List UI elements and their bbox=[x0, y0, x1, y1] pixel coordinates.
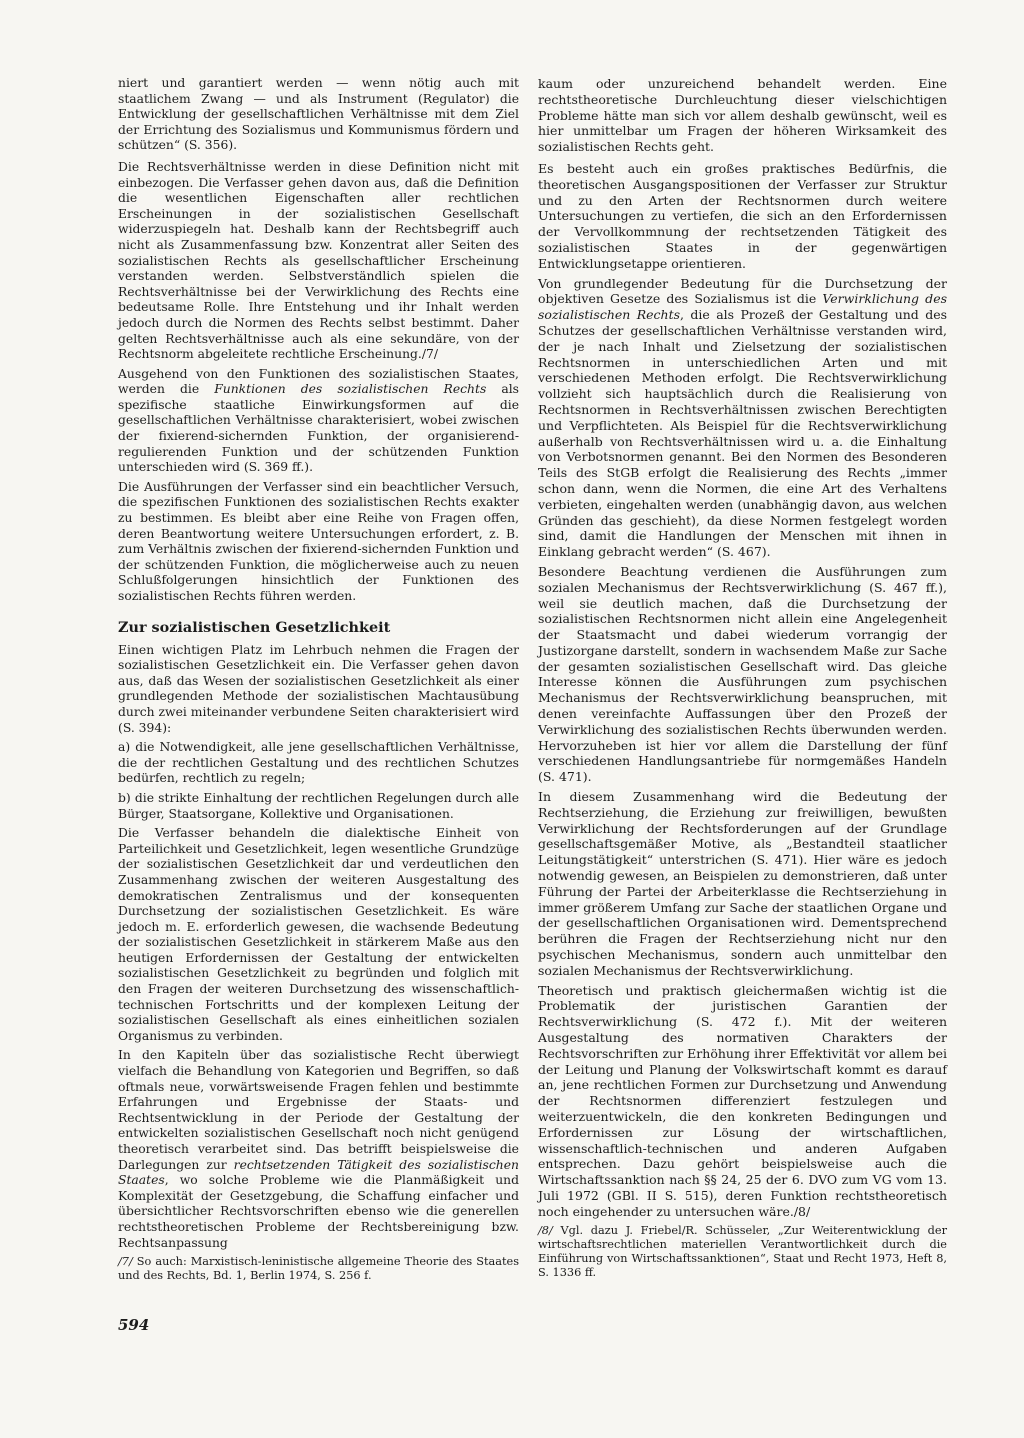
footnote-text: So auch: Marxistisch-leninistische allgemeine Theorie des Staates und des Rechts, Bd. 1, Berlin 1974, S. 256 f. bbox=[118, 1255, 519, 1283]
left-column bbox=[118, 76, 519, 1287]
footnote-mark: /7/ bbox=[118, 1255, 133, 1269]
paragraph bbox=[118, 1048, 519, 1251]
paragraph: Theoretisch und praktisch gleichermaßen wichtig ist die Problematik der juristischen Garantien der Rechtsverwirklichung (S. 472 f.). Mit der weiteren Ausgestaltung des normativen Charakters der Rechtsvorschriften zur Erhöhung ihrer Effektivität vor allem bei der Leitung und Planung der Volkswirtschaft kommt es darauf an, jene rechtlichen Formen zur Durchsetzung und Anwendung der Rechtsnormen differenziert festzulegen und weiterzuentwickeln, die den konkreten Bedingungen und Erfordernissen zur Lösung der wirtschaftlichen, wissenschaftlich-technischen und anderen Aufgaben entsprechen. Dazu gehört beispielsweise auch die Wirtschaftssanktion nach §§ 24, 25 der 6. DVO zum VG vom 13. Juli 1972 (GBl. II S. 515), deren Funktion rechtstheoretisch noch eingehender zu untersuchen wäre./8/ bbox=[538, 982, 947, 1219]
emphasis: Verwirklichung des sozialistischen Rechts bbox=[538, 291, 948, 323]
text-run: Von grundlegender Bedeutung für die Durchsetzung der objektiven Gesetze des Sozialismus ist die bbox=[538, 275, 947, 307]
text-run: Ausgehend von den Funktionen des sozialistischen Staates, werden die bbox=[118, 366, 519, 397]
paragraph: Besondere Beachtung verdienen die Ausführungen zum sozialen Mechanismus der Rechtsverwirklichung (S. 467 ff.), weil sie deutlich machen, daß die Durchsetzung der sozialistischen Rechtsnormen nicht allein eine Angelegenheit der Staatsmacht und dabei wiederum vorrangig der Justizorgane darstellt, sondern in wachsendem Maße zur Sache der gesamten sozialistischen Gesellschaft wird. Das gleiche Interesse können die Ausführungen zum psychischen Mechanismus der Rechtsverwirklichung beanspruchen, mit denen vereinfachte Auffassungen über den Prozeß der Verwirklichung des sozialistischen Rechts überwunden werden. Hervorzuheben ist hier vor allem die Darstellung der fünf verschiedenen Handlungsantriebe für normgemäßes Handeln (S. 471). bbox=[538, 563, 947, 785]
list-item: a) die Notwendigkeit, alle jene gesellschaftlichen Verhältnisse, die der rechtlichen Gestaltung und des rechtlichen Schutzes bedürfen, rechtlich zu regeln; bbox=[118, 740, 519, 786]
footnote-mark: /8/ bbox=[538, 1223, 553, 1237]
list-item: b) die strikte Einhaltung der rechtlichen Regelungen durch alle Bürger, Staatsorgane, Kollektive und Organisationen. bbox=[118, 790, 519, 821]
footnote-text: Vgl. dazu J. Friebel/R. Schüsseler, „Zur Weiterentwicklung der wirtschaftsrechtlichen materiellen Verantwortlichkeit durch die Einführung von Wirtschaftssanktionen“, Staat und Recht 1973, Heft 8, S. 1336 ff. bbox=[538, 1223, 947, 1279]
text-run: , die als Prozeß der Gestaltung und des Schutzes der gesellschaftlichen Verhältnisse verstanden wird, der je nach Inhalt und Zielsetzung der sozialistischen Rechtsnormen in unterschiedlichen Arten und mit verschiedenen Methoden erfolgt. Die Rechtsverwirklichung vollzieht sich hauptsächlich durch die Realisierung von Rechtsnormen in Rechtsverhältnissen zwischen Berechtigten und Verpflichteten. Als Beispiel für die Rechtsverwirklichung außerhalb von Rechtsverhältnissen wird u. a. die Einhaltung von Verbotsnormen genannt. Bei den Normen des Besonderen Teils des StGB erfolgt die Realisierung des Rechts „immer schon dann, wenn die Normen, die eine Art des Verhaltens verbieten, eingehalten werden (unabhängig davon, aus welchen Gründen das geschieht), da diese Normen festgelegt worden sind, damit die Handlungen der Menschen mit ihnen in Einklang gebracht werden“ (S. 467). bbox=[538, 307, 948, 560]
paragraph: Es besteht auch ein großes praktisches Bedürfnis, die theoretischen Ausgangspositionen der Verfasser zur Struktur und zu den Arten der Rechtsnormen durch weitere Untersuchungen zu vertiefen, die sich an den Erfordernissen der Vervollkommnung der rechtsetzenden Tätigkeit des sozialistischen Staates in der gegenwärtigen Entwicklungsetappe orientieren. bbox=[538, 160, 947, 271]
paragraph: Die Ausführungen der Verfasser sind ein beachtlicher Versuch, die spezifischen Funktionen des sozialistischen Rechts exakter zu bestimmen. Es bleibt aber eine Reihe von Fragen offen, deren Beantwortung weitere Untersuchungen erfordert, z. B. zum Verhältnis zwischen der fixierend-sichernden Funktion und der schützenden Funktion, die möglicherweise auch zu neuen Schlußfolgerungen hinsichtlich der Funktionen des sozialistischen Rechts führen werden. bbox=[118, 479, 519, 603]
paragraph: Die Verfasser behandeln die dialektische Einheit von Parteilichkeit und Gesetzlichkeit, legen wesentliche Grundzüge der sozialistischen Gesetzlichkeit dar und verdeutlichen den Zusammenhang zwischen der weiteren Ausgestaltung des demokratischen Zentralismus und der konsequenten Durchsetzung der sozialistischen Gesetzlichkeit. Es wäre jedoch m. E. erforderlich gewesen, die wachsende Bedeutung der sozialistischen Gesetzlichkeit in stärkerem Maße aus den heutigen Erfordernissen der Gestaltung der entwickelten sozialistischen Gesetzlichkeit zu begründen und folglich mit den Fragen der weiteren Durchsetzung des wissenschaftlich-technischen Fortschritts und der komplexen Leitung der sozialistischen Gesellschaft als eines einheitlichen sozialen Organismus zu verbinden. bbox=[118, 826, 519, 1043]
page-number: 594 bbox=[118, 1316, 150, 1334]
text-run: als spezifische staatliche Einwirkungsformen auf die gesellschaftlichen Verhältnisse charakterisiert, wobei zwischen der fixierend-sichernden Funktion, der organisierend-regulierenden Funktion und der schützenden Funktion unterschieden wird (S. 369 ff.). bbox=[118, 382, 519, 475]
text-run: , wo solche Probleme wie die Planmäßigkeit und Komplexität der Gesetzgebung, die Schaffung einfacher und übersichtlicher Rechtsvorschriften ebenso wie die generellen rechtstheoretischen Probleme der Rechtsbereinigung bzw. Rechtsanpassung bbox=[118, 1173, 519, 1250]
footnote bbox=[118, 1255, 519, 1283]
paragraph: Die Rechtsverhältnisse werden in diese Definition nicht mit einbezogen. Die Verfasser gehen davon aus, daß die Definition die wesentlichen Eigenschaften aller rechtlichen Erscheinungen in der sozialistischen Gesellschaft widerzuspiegeln hat. Deshalb kann der Rechtsbegriff auch nicht als Zusammenfassung bzw. Konzentrat aller Seiten des sozialistischen Rechts als gesellschaftlicher Erscheinung verstanden werden. Selbstverständlich spielen die Rechtsverhältnisse bei der Verwirklichung des Rechts eine bedeutsame Rolle. Ihre Entstehung und ihr Inhalt werden jedoch durch die Normen des Rechts selbst bestimmt. Daher gelten Rechtsverhältnisse auch als eine sekundäre, von der Rechtsnorm abgeleitete rechtliche Erscheinung./7/ bbox=[118, 159, 519, 362]
text-run: In den Kapiteln über das sozialistische Recht überwiegt vielfach die Behandlung von Kategorien und Begriffen, so daß oftmals neue, vorwärtsweisende Fragen fehlen und bestimmte Erfahrungen und Ergebnisse der Staats- und Rechtsentwicklung in der Periode der Gestaltung der entwickelten sozialistischen Gesellschaft noch nicht genügend theoretisch verarbeitet sind. Das betrifft beispielsweise die Darlegungen zur bbox=[118, 1048, 519, 1172]
section-heading: Zur sozialistischen Gesetzlichkeit bbox=[118, 618, 391, 636]
paragraph: In diesem Zusammenhang wird die Bedeutung der Rechtserziehung, die Erziehung zur freiwilligen, bewußten Verwirklichung der Rechtsforderungen auf der Grundlage gesellschaftsgemäßer Motive, als „Bestandteil staatlicher Leitungstätigkeit“ unterstrichen (S. 471). Hier wäre es jedoch notwendig gewesen, an Beispielen zu demonstrieren, daß unter Führung der Partei der Arbeiterklasse die Rechtserziehung in immer größerem Umfang zur Sache der staatlichen Organe und der gesellschaftlichen Organisationen wird. Dementsprechend berühren die Fragen der Rechtserziehung nicht nur den psychischen Mechanismus, sondern auch unmittelbar den sozialen Mechanismus der Rechtsverwirklichung. bbox=[538, 789, 947, 978]
emphasis: rechtsetzenden Tätigkeit des sozialistischen Staates bbox=[118, 1157, 519, 1188]
emphasis: Funktionen des sozialistischen Rechts bbox=[214, 382, 487, 397]
paragraph: niert und garantiert werden — wenn nötig auch mit staatlichem Zwang — und als Instrument (Regulator) die Entwicklung der gesellschaftlichen Verhältnisse mit dem Ziel der Errichtung des Sozialismus und Kommunismus fördern und schützen“ (S. 356). bbox=[118, 76, 519, 153]
right-column bbox=[538, 76, 947, 1284]
paragraph bbox=[538, 276, 947, 560]
paragraph: Einen wichtigen Platz im Lehrbuch nehmen die Fragen der sozialistischen Gesetzlichkeit ein. Die Verfasser gehen davon aus, daß das Wesen der sozialistischen Gesetzlichkeit als einer grundlegenden Methode der sozialistischen Machtausübung durch zwei miteinander verbundene Seiten charakterisiert wird (S. 394): bbox=[118, 642, 519, 735]
footnote bbox=[538, 1224, 947, 1280]
paragraph: kaum oder unzureichend behandelt werden. Eine rechtstheoretische Durchleuchtung dieser vielschichtigen Probleme hätte man sich vor allem deshalb gewünscht, weil es hier unmittelbar um Fragen der höheren Wirksamkeit des sozialistischen Rechts geht. bbox=[538, 76, 947, 155]
paragraph bbox=[118, 367, 519, 476]
